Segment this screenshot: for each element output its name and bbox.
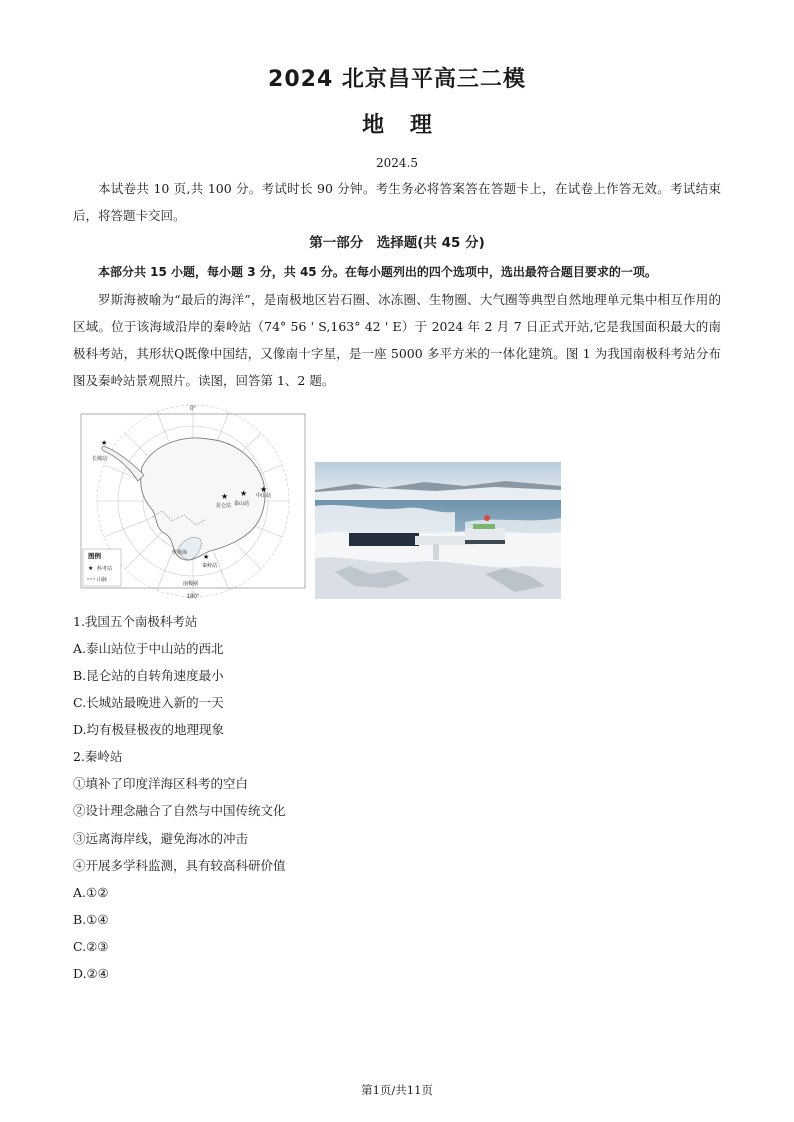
star-icon: ★ [88, 565, 94, 572]
station-label-qinling: 秦岭站 [202, 563, 218, 569]
star-icon: ★ [221, 492, 229, 501]
legend-title: 图例 [88, 552, 101, 560]
legend-station-label: 科考站 [97, 566, 113, 572]
sea-label-ross: 罗斯海 [172, 550, 188, 556]
question-1-option-b[interactable]: B.昆仑站的自转角速度最小 [73, 668, 224, 683]
antarctica-station-map [80, 399, 306, 599]
question-1-option-c[interactable]: C.长城站最晚进入新的一天 [73, 695, 224, 710]
question-1-option-a[interactable]: A.泰山站位于中山站的西北 [73, 641, 224, 656]
legend-mountain-label: 山脉 [97, 577, 108, 583]
question-2-item-2: ②设计理念融合了自然与中国传统文化 [73, 803, 286, 818]
question-2-stem: 2.秦岭站 [73, 749, 123, 764]
section-instruction: 本部分共 15 小题，每小题 3 分，共 45 分。在每小题列出的四个选项中，选出最符合题目要求的一项。 [98, 265, 657, 279]
question-2-option-b[interactable]: B.①④ [73, 912, 109, 927]
station-label-changcheng: 长城站 [92, 456, 108, 462]
question-2-item-1: ①填补了印度洋海区科考的空白 [73, 776, 249, 791]
question-1-option-d[interactable]: D.均有极昼极夜的地理现象 [73, 722, 225, 737]
station-label-taishan: 泰山站 [234, 501, 250, 507]
map-label-0: 0° [190, 406, 196, 412]
exam-date: 2024.5 [376, 156, 418, 170]
qinling-station-photo [315, 462, 561, 599]
question-2-option-a[interactable]: A.①② [73, 885, 109, 900]
star-icon: ★ [101, 439, 108, 447]
star-icon: ★ [260, 485, 268, 494]
exam-title: 2024 北京昌平高三二模 [268, 67, 526, 92]
station-label-zhongshan: 中山站 [256, 493, 272, 499]
exam-notice: 本试卷共 10 页,共 100 分。考试时长 90 分钟。考生务必将答案答在答题卡上，在试卷上作答无效。考试结束后，将答题卡交回。 [73, 181, 721, 223]
star-icon: ★ [240, 489, 248, 498]
circle-label-antarctic: 南极圈 [183, 581, 199, 587]
question-2-item-4: ④开展多学科监测，具有较高科研价值 [73, 858, 286, 873]
question-2-option-c[interactable]: C.②③ [73, 939, 109, 954]
map-label-180: 180° [186, 594, 200, 599]
question-intro: 罗斯海被喻为“最后的海洋”，是南极地区岩石圈、冰冻圈、生物圈、大气圈等典型自然地理单元集中相互作用的区域。位于该海域沿岸的秦岭站（74° 56 ' S,163° 42 ' E）于 2024 年 2 月 7 日正式开站,它是我国面积最大的南极科考站，其形状Q既像中国结，又像南十字星，是一座 5000 多平方米的一体化建筑。图 1 为我国南极科考站分布图及秦岭站景观照片。读图，回答第 1、2 题。 [73, 292, 721, 388]
section-title: 第一部分 选择题(共 45 分) [309, 235, 485, 251]
question-1-stem: 1.我国五个南极科考站 [73, 614, 198, 629]
question-2-option-d[interactable]: D.②④ [73, 966, 109, 981]
exam-subject: 地 理 [362, 113, 432, 138]
question-2-item-3: ③远离海岸线，避免海冰的冲击 [73, 831, 249, 846]
star-icon: ★ [203, 553, 210, 561]
page-footer: 第1页/共11页 [361, 1083, 433, 1097]
station-label-kunlun: 昆仑站 [216, 503, 232, 509]
